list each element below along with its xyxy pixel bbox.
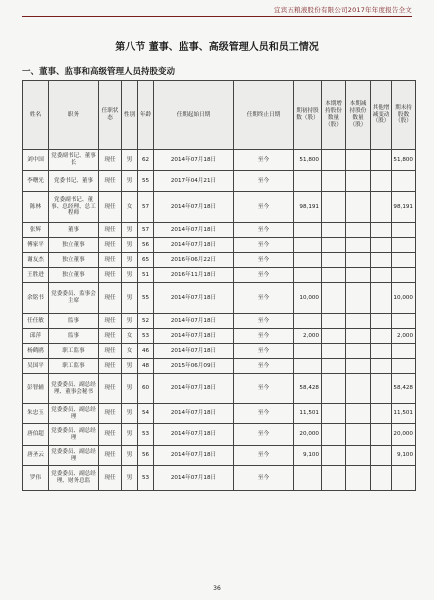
table-cell: 至今 [234, 344, 294, 359]
table-cell: 谢友杰 [23, 253, 49, 268]
table-cell [322, 283, 346, 314]
column-header: 任期终止日期 [234, 81, 294, 150]
table-cell: 监事 [49, 314, 99, 329]
table-cell: 56 [138, 238, 154, 253]
table-cell: 现任 [99, 344, 122, 359]
table-cell [322, 268, 346, 283]
table-cell: 现任 [99, 150, 122, 171]
table-cell: 至今 [234, 329, 294, 344]
table-cell: 王胜进 [23, 268, 49, 283]
table-cell: 独立董事 [49, 253, 99, 268]
table-row [23, 268, 416, 283]
table-cell: 党委副书记、董事、总经理、总工程师 [49, 192, 99, 223]
table-cell: 现任 [99, 314, 122, 329]
table-cell [371, 466, 392, 491]
table-cell: 2015年06月09日 [154, 359, 234, 374]
table-cell: 现任 [99, 359, 122, 374]
table-cell: 至今 [234, 424, 294, 446]
table-cell: 现任 [99, 424, 122, 446]
table-cell: 2014年07月18日 [154, 238, 234, 253]
table-cell [371, 424, 392, 446]
column-header: 性别 [122, 81, 138, 150]
table-cell [346, 150, 371, 171]
table-cell: 现任 [99, 374, 122, 404]
table-row [23, 314, 416, 329]
table-cell [392, 359, 416, 374]
table-cell: 党委委员、副总经理、董事会秘书 [49, 374, 99, 404]
table-cell: 至今 [234, 223, 294, 238]
table-row [23, 253, 416, 268]
table-row [23, 238, 416, 253]
table-cell: 独立董事 [49, 268, 99, 283]
table-cell [392, 344, 416, 359]
table-cell: 现任 [99, 223, 122, 238]
table-cell: 党委书记、董事 [49, 171, 99, 192]
table-cell [322, 192, 346, 223]
table-cell [346, 329, 371, 344]
table-cell [392, 314, 416, 329]
table-cell [322, 238, 346, 253]
table-row [23, 150, 416, 171]
table-cell [371, 268, 392, 283]
table-cell: 2014年07月18日 [154, 314, 234, 329]
table-cell [371, 283, 392, 314]
table-cell: 2016年11月18日 [154, 268, 234, 283]
table-cell: 2014年07月18日 [154, 344, 234, 359]
table-cell: 46 [138, 344, 154, 359]
table-cell: 男 [122, 359, 138, 374]
table-cell: 60 [138, 374, 154, 404]
table-cell [371, 344, 392, 359]
table-cell [392, 238, 416, 253]
table-cell: 65 [138, 253, 154, 268]
table-cell: 11,501 [294, 404, 322, 424]
table-cell: 党委委员、副总经理 [49, 424, 99, 446]
table-cell: 2,000 [392, 329, 416, 344]
table-cell: 邱萍 [23, 329, 49, 344]
table-cell [294, 466, 322, 491]
column-header: 任期起始日期 [154, 81, 234, 150]
table-cell: 监事 [49, 329, 99, 344]
column-header: 职务 [49, 81, 99, 150]
table-cell: 董事 [49, 223, 99, 238]
table-cell: 55 [138, 171, 154, 192]
shareholding-table [22, 80, 416, 491]
table-cell: 现任 [99, 268, 122, 283]
table-row [23, 374, 416, 404]
table-cell: 男 [122, 171, 138, 192]
table-cell: 陈林 [23, 192, 49, 223]
table-cell [346, 253, 371, 268]
table-cell: 党委委员、副总经理 [49, 404, 99, 424]
table-cell [322, 329, 346, 344]
table-cell: 男 [122, 424, 138, 446]
table-cell [346, 404, 371, 424]
table-cell: 男 [122, 404, 138, 424]
table-cell: 现任 [99, 446, 122, 466]
table-cell: 任任敏 [23, 314, 49, 329]
table-cell [371, 223, 392, 238]
table-cell: 女 [122, 329, 138, 344]
subsection-title: 一、董事、监事和高级管理人员持股变动 [22, 67, 176, 77]
table-header-row [23, 81, 416, 150]
table-cell: 2014年07月18日 [154, 466, 234, 491]
table-cell [322, 171, 346, 192]
header-rule [22, 16, 412, 17]
table-cell: 10,000 [294, 283, 322, 314]
table-cell: 党委委员、副总经理 [49, 446, 99, 466]
table-row [23, 359, 416, 374]
table-cell: 至今 [234, 359, 294, 374]
table-cell: 唐伯超 [23, 424, 49, 446]
table-cell: 至今 [234, 150, 294, 171]
table-cell: 58,428 [294, 374, 322, 404]
table-cell: 55 [138, 283, 154, 314]
table-cell [346, 446, 371, 466]
table-cell [392, 171, 416, 192]
table-cell: 至今 [234, 404, 294, 424]
table-cell: 2016年06月22日 [154, 253, 234, 268]
table-cell: 57 [138, 192, 154, 223]
table-row [23, 223, 416, 238]
table-cell: 至今 [234, 268, 294, 283]
table-cell: 2014年07月18日 [154, 192, 234, 223]
table-cell: 男 [122, 223, 138, 238]
table-cell [392, 253, 416, 268]
table-cell [346, 238, 371, 253]
table-cell: 现任 [99, 329, 122, 344]
table-cell: 53 [138, 329, 154, 344]
table-cell: 男 [122, 150, 138, 171]
table-cell: 2014年07月18日 [154, 283, 234, 314]
table-cell [346, 359, 371, 374]
table-cell: 现任 [99, 466, 122, 491]
table-cell: 20,000 [392, 424, 416, 446]
table-cell: 男 [122, 253, 138, 268]
table-body [23, 150, 416, 491]
table-cell [346, 314, 371, 329]
table-cell: 51,800 [294, 150, 322, 171]
table-cell [322, 314, 346, 329]
table-cell: 至今 [234, 192, 294, 223]
table-cell [322, 404, 346, 424]
table-cell: 朱忠玉 [23, 404, 49, 424]
page-number: 36 [213, 585, 221, 592]
table-cell: 53 [138, 424, 154, 446]
table-cell: 独立董事 [49, 238, 99, 253]
table-cell: 20,000 [294, 424, 322, 446]
table-row [23, 171, 416, 192]
column-header: 本期增持股份数量（股） [322, 81, 346, 150]
table-cell [371, 171, 392, 192]
table-row [23, 344, 416, 359]
table-cell [322, 344, 346, 359]
table-cell: 男 [122, 374, 138, 404]
table-cell: 2014年07月18日 [154, 446, 234, 466]
table-row [23, 283, 416, 314]
table-cell: 至今 [234, 283, 294, 314]
table-cell [322, 223, 346, 238]
table-row [23, 424, 416, 446]
table-cell: 2014年07月18日 [154, 150, 234, 171]
table-cell: 48 [138, 359, 154, 374]
table-cell [371, 374, 392, 404]
table-cell [322, 150, 346, 171]
table-cell: 女 [122, 192, 138, 223]
table-cell: 职工监事 [49, 359, 99, 374]
table-cell [294, 268, 322, 283]
table-cell: 2014年07月18日 [154, 374, 234, 404]
table-cell [392, 223, 416, 238]
table-cell: 2014年07月18日 [154, 404, 234, 424]
table-row [23, 192, 416, 223]
table-cell: 女 [122, 344, 138, 359]
table-cell: 现任 [99, 192, 122, 223]
table-cell: 刘中国 [23, 150, 49, 171]
table-cell: 罗伟 [23, 466, 49, 491]
column-header: 姓名 [23, 81, 49, 150]
table-cell [322, 424, 346, 446]
table-cell [346, 424, 371, 446]
table-cell: 唐圣云 [23, 446, 49, 466]
table-cell [294, 359, 322, 374]
table-cell: 男 [122, 314, 138, 329]
table-row [23, 404, 416, 424]
table-cell: 至今 [234, 171, 294, 192]
table-cell [322, 359, 346, 374]
table-cell [371, 314, 392, 329]
table-cell [371, 446, 392, 466]
table-cell: 2017年04月21日 [154, 171, 234, 192]
table-cell [294, 223, 322, 238]
table-cell [322, 253, 346, 268]
table-cell: 男 [122, 283, 138, 314]
table-cell [346, 223, 371, 238]
table-cell: 男 [122, 466, 138, 491]
table-cell [322, 446, 346, 466]
table-cell: 党委委员、监事会主席 [49, 283, 99, 314]
table-cell: 62 [138, 150, 154, 171]
table-cell: 9,100 [294, 446, 322, 466]
table-cell: 党委委员、副总经理、财务总监 [49, 466, 99, 491]
table-cell: 男 [122, 268, 138, 283]
table-cell [294, 238, 322, 253]
report-header-title: 宜宾五粮液股份有限公司2017年年度报告全文 [274, 6, 412, 14]
table-cell: 吴国平 [23, 359, 49, 374]
column-header: 本期减持股份数量（股） [346, 81, 371, 150]
table-cell: 98,191 [294, 192, 322, 223]
table-cell: 51 [138, 268, 154, 283]
table-cell: 至今 [234, 446, 294, 466]
section-title: 第八节 董事、监事、高级管理人员和员工情况 [115, 42, 319, 53]
table-cell [346, 344, 371, 359]
table-cell: 至今 [234, 253, 294, 268]
table-cell: 余铭书 [23, 283, 49, 314]
table-cell [322, 374, 346, 404]
table-cell: 现任 [99, 404, 122, 424]
table-cell [346, 192, 371, 223]
table-cell [371, 329, 392, 344]
table-cell: 至今 [234, 314, 294, 329]
table-cell: 至今 [234, 238, 294, 253]
table-cell [346, 171, 371, 192]
table-cell: 10,000 [392, 283, 416, 314]
table-cell: 至今 [234, 374, 294, 404]
table-cell: 现任 [99, 238, 122, 253]
column-header: 年龄 [138, 81, 154, 150]
table-cell: 58,428 [392, 374, 416, 404]
table-cell: 2014年07月18日 [154, 424, 234, 446]
table-cell: 2,000 [294, 329, 322, 344]
table-cell: 职工监事 [49, 344, 99, 359]
table-cell [392, 268, 416, 283]
table-cell: 男 [122, 446, 138, 466]
table-cell [346, 374, 371, 404]
table-cell [371, 359, 392, 374]
table-cell: 党委副书记、董事长 [49, 150, 99, 171]
table-cell: 现任 [99, 253, 122, 268]
column-header: 其他增减变动（股） [371, 81, 392, 150]
table-cell: 54 [138, 404, 154, 424]
table-cell [346, 283, 371, 314]
table-cell: 51,800 [392, 150, 416, 171]
table-cell [294, 253, 322, 268]
table-cell: 杨鹤鸥 [23, 344, 49, 359]
table-cell: 11,501 [392, 404, 416, 424]
table-cell: 9,100 [392, 446, 416, 466]
table-cell [371, 253, 392, 268]
table-cell: 现任 [99, 283, 122, 314]
column-header: 期初持股数（股） [294, 81, 322, 150]
table-cell [371, 192, 392, 223]
table-cell [294, 344, 322, 359]
table-cell [294, 171, 322, 192]
table-cell: 彭智辅 [23, 374, 49, 404]
table-cell: 男 [122, 238, 138, 253]
table-cell: 57 [138, 223, 154, 238]
column-header: 期末持股数（股） [392, 81, 416, 150]
table-cell [294, 314, 322, 329]
table-cell: 现任 [99, 171, 122, 192]
table-cell [346, 466, 371, 491]
table-cell: 李曙光 [23, 171, 49, 192]
table-cell: 2014年07月18日 [154, 329, 234, 344]
table-cell: 至今 [234, 466, 294, 491]
table-cell: 56 [138, 446, 154, 466]
table-row [23, 329, 416, 344]
table-cell: 98,191 [392, 192, 416, 223]
table-cell [371, 238, 392, 253]
table-row [23, 446, 416, 466]
table-cell: 53 [138, 466, 154, 491]
table-cell [322, 466, 346, 491]
table-cell [371, 150, 392, 171]
table-cell: 傅家平 [23, 238, 49, 253]
table-cell: 52 [138, 314, 154, 329]
table-cell: 张辉 [23, 223, 49, 238]
table-cell [346, 268, 371, 283]
table-cell: 2014年07月18日 [154, 223, 234, 238]
table-cell [392, 466, 416, 491]
table-row [23, 466, 416, 491]
column-header: 任职状态 [99, 81, 122, 150]
table-cell [371, 404, 392, 424]
